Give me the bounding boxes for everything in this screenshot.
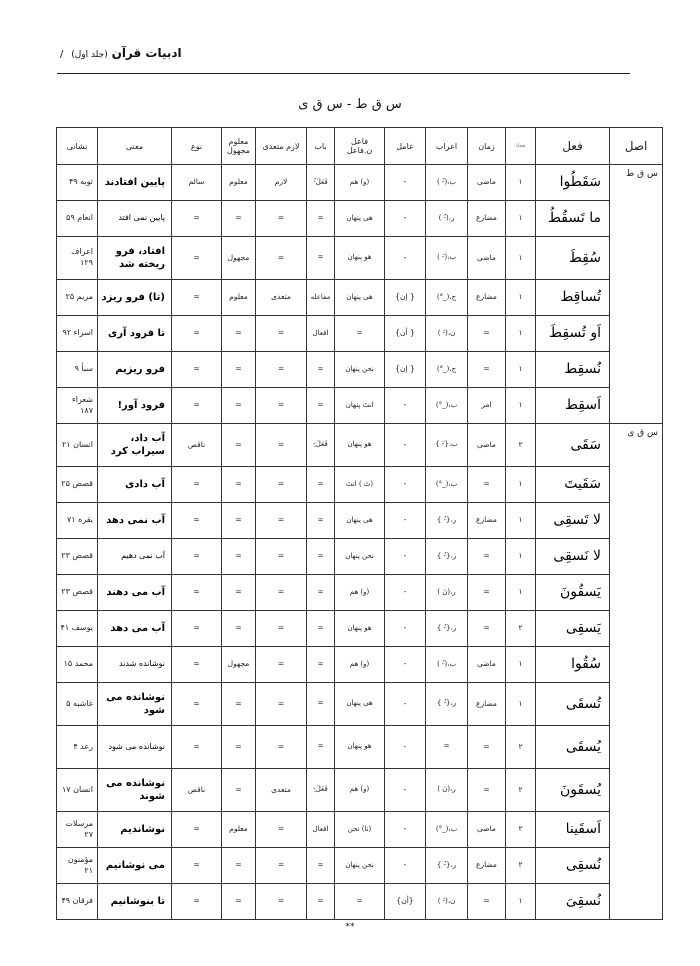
reference-cell: سبأ ۹ [57,352,98,388]
tense-cell: = [468,539,506,575]
meaning-cell: فرو ریزیم [98,352,172,388]
verb-cell: سُقِطَ [536,237,610,280]
count-cell: ۱ [506,503,536,539]
reference-cell: اعراف ۱۲۹ [57,237,98,280]
subject-cell: = [335,316,385,352]
pattern-cell: = [307,503,335,539]
voice-cell: مجهول [222,647,256,683]
inflection-cell: ب،{-َ } [426,424,468,467]
page-number: ** [345,922,355,932]
transitivity-cell: = [256,424,307,467]
tense-cell: مضارع [468,503,506,539]
governor-cell: { إن} [385,280,426,316]
col-header-bab: باب [307,128,335,165]
count-cell: ۱ [506,165,536,201]
table-row [57,683,663,726]
voice-cell: = [222,388,256,424]
count-cell: ۱ [506,388,536,424]
transitivity-cell: = [256,884,307,920]
pattern-cell: فَعَلَ-ِ [307,424,335,467]
verb-cell: لا نَسقِی [536,539,610,575]
type-cell: ناقص [172,424,222,467]
verb-cell: سَقَیتَ [536,467,610,503]
voice-cell: = [222,848,256,884]
pattern-cell: = [307,237,335,280]
reference-cell: بقره ۷۱ [57,503,98,539]
inflection-cell: ب،(-َ ) [426,237,468,280]
subject-cell: نحن پنهان [335,352,385,388]
verb-cell: یَسقِی [536,611,610,647]
inflection-cell: ب،(_°) [426,467,468,503]
count-cell: ۲ [506,812,536,848]
governor-cell: - [385,812,426,848]
verb-cell: تُساقِط [536,280,610,316]
meaning-cell: نوشانده می شود [98,683,172,726]
governor-cell: - [385,726,426,769]
verb-cell: نُسقِیَ [536,884,610,920]
transitivity-cell: = [256,611,307,647]
count-cell: ۱ [506,884,536,920]
governor-cell: - [385,467,426,503]
meaning-cell: آب نمی دهیم [98,539,172,575]
inflection-cell: ر،(نَ ) [426,575,468,611]
count-cell: ۲ [506,726,536,769]
table-row [57,726,663,769]
transitivity-cell: = [256,201,307,237]
count-cell: ۱ [506,647,536,683]
tense-cell: = [468,769,506,812]
header-rule [57,73,630,74]
verb-cell: یُسقَی [536,726,610,769]
pattern-cell: = [307,575,335,611]
voice-cell: = [222,424,256,467]
tense-cell: مضارع [468,683,506,726]
verb-cell: یُسقَونَ [536,769,610,812]
pattern-cell: = [307,611,335,647]
tense-cell: امر [468,388,506,424]
volume-label: (جلد اول) [71,50,108,60]
voice-cell: = [222,316,256,352]
verb-cell: اَسقَینا [536,812,610,848]
pattern-cell: فَعَلَ-ِ [307,769,335,812]
meaning-cell: تا بنوشانیم [98,884,172,920]
pattern-cell: = [307,388,335,424]
transitivity-cell: = [256,352,307,388]
meaning-cell: پایین نمی افتد [98,201,172,237]
tense-cell: = [468,467,506,503]
meaning-cell: آب می دهد [98,611,172,647]
pattern-cell: = [307,884,335,920]
col-header-noe: نوع [172,128,222,165]
governor-cell: - [385,201,426,237]
transitivity-cell: = [256,848,307,884]
inflection-cell: ر،{-ُ } [426,539,468,575]
governor-cell: - [385,611,426,647]
subject-cell: (و) هم [335,647,385,683]
table-header-row [57,128,663,165]
inflection-cell: ج،(_°) [426,352,468,388]
governor-cell: - [385,575,426,611]
transitivity-cell: = [256,316,307,352]
governor-cell: - [385,237,426,280]
type-cell: = [172,683,222,726]
table-row [57,611,663,647]
tense-cell: = [468,611,506,647]
col-header-erab: اعراب [426,128,468,165]
inflection-cell: ر،(نَ ) [426,769,468,812]
meaning-cell: آب دادی [98,467,172,503]
type-cell: = [172,611,222,647]
meaning-cell: پایین افتادند [98,165,172,201]
voice-cell: = [222,884,256,920]
subject-cell: هو پنهان [335,611,385,647]
col-header-asl: اصل [610,128,663,165]
tense-cell: ماضی [468,424,506,467]
subject-cell: هو پنهان [335,237,385,280]
reference-cell: محمد ۱۵ [57,647,98,683]
transitivity-cell: = [256,388,307,424]
table-row [57,280,663,316]
count-cell: ۱ [506,683,536,726]
meaning-cell: نوشانده می شوند [98,769,172,812]
reference-cell: اسراء ۹۲ [57,316,98,352]
verb-cell: ما تَسقُطُ [536,201,610,237]
subject-cell: (و) هم [335,575,385,611]
reference-cell: مرسلات ۲۷ [57,812,98,848]
table-row [57,539,663,575]
count-cell: ۱ [506,316,536,352]
pattern-cell: فَعَلَ-ُ [307,165,335,201]
pattern-cell: = [307,848,335,884]
header-separator: / [60,49,64,60]
governor-cell: - [385,503,426,539]
voice-cell: معلوم [222,280,256,316]
type-cell: = [172,201,222,237]
table-row [57,575,663,611]
verb-cell: تُسقَی [536,683,610,726]
meaning-cell: آب نمی دهد [98,503,172,539]
count-cell: ۲ [506,848,536,884]
type-cell: ناقص [172,769,222,812]
voice-cell: = [222,611,256,647]
type-cell: = [172,575,222,611]
inflection-cell: ن،(-َ ) [426,884,468,920]
voice-cell: = [222,467,256,503]
subject-cell: هو پنهان [335,726,385,769]
reference-cell: انعام ۵۹ [57,201,98,237]
verb-cell: سَقَی [536,424,610,467]
governor-cell: { أن} [385,316,426,352]
verb-cell: نُسقِط [536,352,610,388]
tense-cell: = [468,316,506,352]
tense-cell: = [468,884,506,920]
col-header-lazem: لازم متعدی [256,128,307,165]
tense-cell: ماضی [468,237,506,280]
pattern-cell: افعال [307,812,335,848]
meaning-cell: نوشاندیم [98,812,172,848]
reference-cell: انسان ۲۱ [57,424,98,467]
inflection-cell: ر،{-ُ } [426,683,468,726]
verb-cell: نُسقِی [536,848,610,884]
inflection-cell: ب،(_°) [426,388,468,424]
subject-cell: هی پنهان [335,503,385,539]
voice-cell: = [222,539,256,575]
tense-cell: = [468,575,506,611]
transitivity-cell: = [256,467,307,503]
subject-cell: (و) هم [335,165,385,201]
meaning-cell: نوشانده شدند [98,647,172,683]
reference-cell: مریم ۲۵ [57,280,98,316]
table-body [57,165,663,920]
voice-cell: = [222,683,256,726]
governor-cell: - [385,165,426,201]
type-cell: = [172,848,222,884]
count-cell: ۱ [506,280,536,316]
pattern-cell: = [307,539,335,575]
reference-cell: فرقان ۴۹ [57,884,98,920]
governor-cell: - [385,388,426,424]
col-header-zaman: زمان [468,128,506,165]
tense-cell: ماضی [468,647,506,683]
transitivity-cell: = [256,683,307,726]
type-cell: = [172,352,222,388]
governor-cell: - [385,424,426,467]
table-row [57,467,663,503]
inflection-cell: ب،(-ُ ) [426,165,468,201]
count-cell: ۱ [506,467,536,503]
voice-cell: مجهول [222,237,256,280]
verb-cell: سُقُوا [536,647,610,683]
type-cell: = [172,237,222,280]
verb-analysis-table [56,127,663,920]
tense-cell: = [468,726,506,769]
col-header-amel: عامل [385,128,426,165]
subject-cell: (و) هم [335,769,385,812]
subject-cell: نحن پنهان [335,848,385,884]
subject-cell: هی پنهان [335,280,385,316]
inflection-cell: ر،{-ُ } [426,611,468,647]
inflection-cell: ر،(-ُ ) [426,201,468,237]
tense-cell: مضارع [468,280,506,316]
type-cell: = [172,884,222,920]
transitivity-cell: متعدی [256,280,307,316]
reference-cell: قصص ۲۳ [57,575,98,611]
col-header-fel: فعل [536,128,610,165]
voice-cell: = [222,769,256,812]
inflection-cell: ر،{-ُ } [426,503,468,539]
subject-cell: هی پنهان [335,201,385,237]
table-row [57,352,663,388]
governor-cell: - [385,848,426,884]
table-row [57,316,663,352]
voice-cell: معلوم [222,812,256,848]
type-cell: = [172,539,222,575]
subject-cell: نحن پنهان [335,539,385,575]
inflection-cell: ج،(_°) [426,280,468,316]
type-cell: = [172,726,222,769]
meaning-cell: آب می دهند [98,575,172,611]
reference-cell: مؤمنون ۲۱ [57,848,98,884]
tense-cell: = [468,352,506,388]
table-row [57,647,663,683]
inflection-cell: ن،(-َ ) [426,316,468,352]
inflection-cell: = [426,726,468,769]
subject-cell: انتَ پنهان [335,388,385,424]
transitivity-cell: = [256,726,307,769]
pattern-cell: = [307,683,335,726]
type-cell: = [172,388,222,424]
governor-cell: {أن} [385,884,426,920]
inflection-cell: ب،(-ُ ) [426,647,468,683]
subject-cell: هو پنهان [335,424,385,467]
transitivity-cell: = [256,647,307,683]
reference-cell: رعد ۴ [57,726,98,769]
verb-cell: یَسقُونَ [536,575,610,611]
root-cell: س ق ط [610,165,663,424]
type-cell: = [172,647,222,683]
verb-cell: اَو تُسقِطَ [536,316,610,352]
transitivity-cell: = [256,812,307,848]
meaning-cell: تا فرود آری [98,316,172,352]
type-cell: = [172,812,222,848]
transitivity-cell: متعدی [256,769,307,812]
transitivity-cell: = [256,503,307,539]
table-row [57,237,663,280]
book-title: ادبیات قرآن [111,46,182,60]
table-row [57,848,663,884]
count-cell: ۱ [506,539,536,575]
subject-cell: (تَ ) انتَ [335,467,385,503]
tense-cell: ماضی [468,165,506,201]
voice-cell: معلوم [222,165,256,201]
voice-cell: = [222,575,256,611]
col-header-malum: معلوم مجهول [222,128,256,165]
reference-cell: قصص ۲۳ [57,539,98,575]
subject-cell: = [335,884,385,920]
transitivity-cell: = [256,539,307,575]
section-title: س ق ط - س ق ی [298,97,402,112]
running-header [60,46,630,60]
pattern-cell: مفاعله [307,280,335,316]
tense-cell: ماضی [468,812,506,848]
reference-cell: قصص ۲۵ [57,467,98,503]
count-cell: ۱ [506,237,536,280]
meaning-cell: افتاد، فرو ریخته شد [98,237,172,280]
type-cell: = [172,316,222,352]
root-cell: س ق ی [610,424,663,920]
reference-cell: غاشیه ۵ [57,683,98,726]
pattern-cell: = [307,726,335,769]
table-row [57,503,663,539]
transitivity-cell: = [256,237,307,280]
verb-cell: اَسقِط [536,388,610,424]
inflection-cell: ب،(_°) [426,812,468,848]
table-row [57,201,663,237]
type-cell: سالم [172,165,222,201]
meaning-cell: آب داد، سیراب کرد [98,424,172,467]
voice-cell: = [222,726,256,769]
col-header-neshani: نشانی [57,128,98,165]
pattern-cell: = [307,467,335,503]
type-cell: = [172,467,222,503]
governor-cell: - [385,539,426,575]
type-cell: = [172,503,222,539]
reference-cell: توبه ۴۹ [57,165,98,201]
table-row [57,769,663,812]
subject-cell: (نا) نحن [335,812,385,848]
col-header-tedad: تعداد [506,128,536,165]
count-cell: ۱ [506,201,536,237]
type-cell: = [172,280,222,316]
count-cell: ۲ [506,424,536,467]
table-row [57,424,663,467]
governor-cell: - [385,769,426,812]
governor-cell: - [385,683,426,726]
pattern-cell: = [307,352,335,388]
voice-cell: = [222,201,256,237]
reference-cell: یوسف ۴۱ [57,611,98,647]
meaning-cell: (تا) فرو ریزد [98,280,172,316]
reference-cell: شعراء ۱۸۷ [57,388,98,424]
reference-cell: انسان ۱۷ [57,769,98,812]
voice-cell: = [222,352,256,388]
meaning-cell: می نوشانیم [98,848,172,884]
table-row [57,884,663,920]
verb-cell: لا تَسقِی [536,503,610,539]
pattern-cell: = [307,647,335,683]
meaning-cell: فرود آور! [98,388,172,424]
transitivity-cell: = [256,575,307,611]
voice-cell: = [222,503,256,539]
tense-cell: مضارع [468,848,506,884]
col-header-fael: فاعل ن.فاعل [335,128,385,165]
subject-cell: هی پنهان [335,683,385,726]
count-cell: ۱ [506,352,536,388]
pattern-cell: افعال [307,316,335,352]
verb-cell: سَقَطُوا [536,165,610,201]
table-row [57,388,663,424]
count-cell: ۲ [506,769,536,812]
governor-cell: - [385,647,426,683]
transitivity-cell: لازم [256,165,307,201]
pattern-cell: = [307,201,335,237]
tense-cell: مضارع [468,201,506,237]
table-row [57,812,663,848]
inflection-cell: ر،{-ُ } [426,848,468,884]
count-cell: ۲ [506,611,536,647]
count-cell: ۱ [506,575,536,611]
governor-cell: { إن} [385,352,426,388]
meaning-cell: نوشانده می شود [98,726,172,769]
col-header-mana: معنی [98,128,172,165]
table-row [57,165,663,201]
